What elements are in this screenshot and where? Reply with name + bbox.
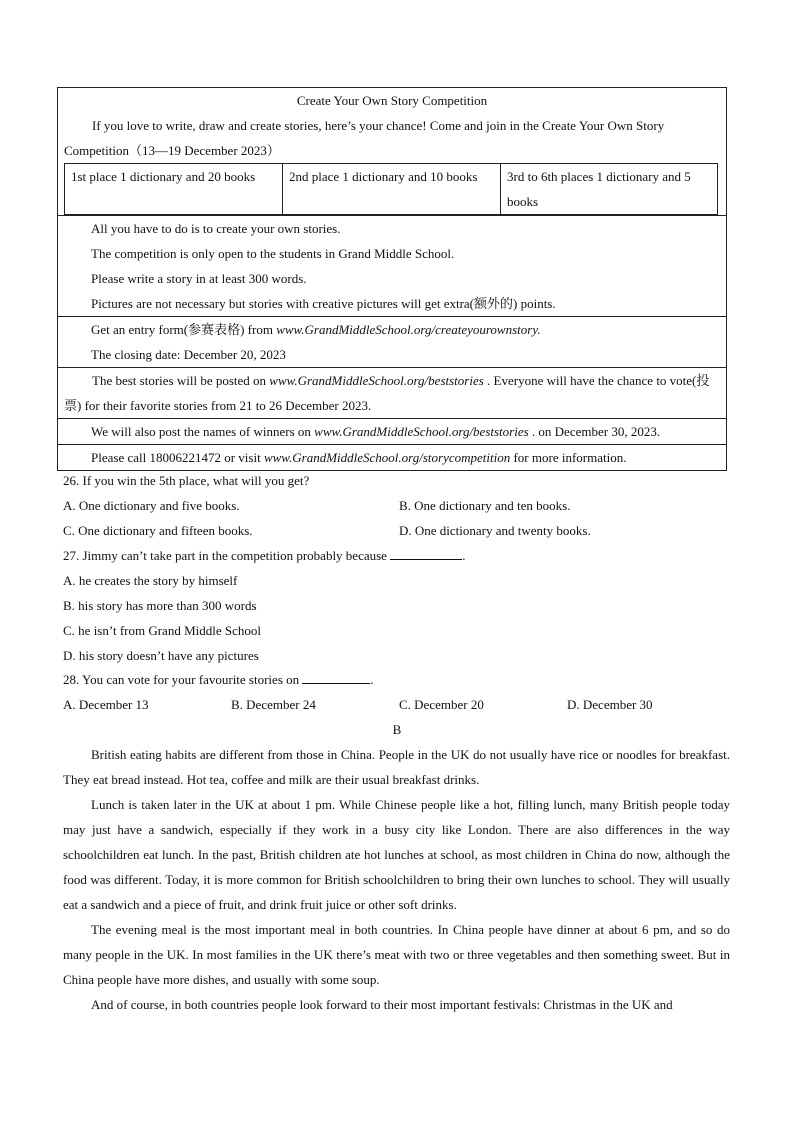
- q27-option-b[interactable]: B. his story has more than 300 words: [63, 598, 257, 613]
- passage-paragraph: And of course, in both countries people look forward to their most important festivals: Christmas in the UK and: [91, 997, 673, 1012]
- notice-intro: If you love to write, draw and create stories, here’s your chance! Come and join in the Create Your Own Story Competition（13—19 December 2023）: [64, 118, 665, 158]
- question-26-stem: 26. If you win the 5th place, what will you get?: [63, 473, 310, 488]
- winners-url: www.GrandMiddleSchool.org/beststories: [314, 424, 529, 439]
- passage-paragraph: Lunch is taken later in the UK at about 1 pm. While Chinese people like a hot, filling lunch, many British people today may just have a sandwich, especially if they work in a busy city like London. There are also differences in the way schoolchildren eat lunch. In the past, British children ate hot lunches at school, as most children in China do now, although the food was different. Today, it is more common for British schoolchildren to bring their own lunches to school. They will usually eat a sandwich and a piece of fruit, and drink fruit juice or other soft drinks.: [63, 797, 730, 912]
- best-stories-url: www.GrandMiddleSchool.org/beststories: [269, 373, 484, 388]
- entry-text: Get an entry form(参赛表格) from: [91, 322, 277, 337]
- best-stories-pre: The best stories will be posted on: [92, 373, 270, 388]
- best-stories-text: [58, 368, 726, 418]
- notice-title: Create Your Own Story Competition: [296, 93, 488, 108]
- prize-table: [64, 163, 718, 215]
- contact-text: [58, 445, 726, 470]
- rule-item: The competition is only open to the students in Grand Middle School.: [91, 246, 455, 261]
- q28-option-a[interactable]: A. December 13: [63, 697, 149, 712]
- question-28-stem: [63, 667, 733, 692]
- contact-section: [58, 444, 726, 470]
- q28-stem-end: .: [370, 672, 374, 687]
- prize-first: 1st place 1 dictionary and 20 books: [65, 164, 283, 215]
- q27-answer-blank[interactable]: [390, 545, 462, 560]
- q27-stem-text: 27. Jimmy can’t take part in the competition probably because: [63, 548, 391, 563]
- passage-paragraph: The evening meal is the most important meal in both countries. In China people have dinner at about 6 pm, and so do many people in the UK. In most families in the UK there’s meat with two or three vegetables and then something sweet. But in China people have more dishes, and usually with some soup.: [63, 922, 730, 987]
- question-27-stem: [63, 543, 733, 568]
- rules-section: [58, 215, 726, 316]
- prize-second: 2nd place 1 dictionary and 10 books: [283, 164, 501, 215]
- q28-option-b[interactable]: B. December 24: [231, 697, 316, 712]
- passage-paragraph: British eating habits are different from those in China. People in the UK do not usually have rice or noodles for breakfast. They eat bread instead. Hot tea, coffee and milk are their usual breakfast drinks.: [63, 747, 730, 787]
- entry-url: www.GrandMiddleSchool.org/createyourownstory.: [276, 322, 541, 337]
- best-stories-post: . Everyone will have the chance to vote(投票) for their favorite stories from 21 to 26 December 2023.: [64, 373, 710, 413]
- contact-pre: Please call 18006221472 or visit: [91, 450, 264, 465]
- section-b-passage: [63, 742, 730, 1017]
- competition-notice: [57, 87, 727, 471]
- rule-item: Please write a story in at least 300 words.: [91, 271, 307, 286]
- q27-option-a[interactable]: A. he creates the story by himself: [63, 573, 238, 588]
- q28-option-d[interactable]: D. December 30: [567, 697, 653, 712]
- winners-post: . on December 30, 2023.: [528, 424, 661, 439]
- winners-section: [58, 418, 726, 444]
- q26-option-c[interactable]: C. One dictionary and fifteen books.: [63, 523, 253, 538]
- entry-section: [58, 316, 726, 367]
- section-b-label: B: [392, 722, 402, 737]
- q27-stem-end: .: [462, 548, 466, 563]
- contact-post: for more information.: [510, 450, 627, 465]
- q28-stem-text: 28. You can vote for your favourite stories on: [63, 672, 303, 687]
- q28-answer-blank[interactable]: [302, 669, 370, 684]
- closing-date: The closing date: December 20, 2023: [91, 347, 286, 362]
- rule-item: Pictures are not necessary but stories with creative pictures will get extra(额外的) points.: [91, 296, 556, 311]
- winners-pre: We will also post the names of winners on: [91, 424, 315, 439]
- rule-item: All you have to do is to create your own stories.: [91, 221, 341, 236]
- best-stories-section: [58, 367, 726, 418]
- q26-option-d[interactable]: D. One dictionary and twenty books.: [399, 523, 591, 538]
- q27-option-c[interactable]: C. he isn’t from Grand Middle School: [63, 623, 261, 638]
- entry-line: [58, 317, 726, 342]
- q26-option-a[interactable]: A. One dictionary and five books.: [63, 498, 240, 513]
- contact-url: www.GrandMiddleSchool.org/storycompetition: [263, 450, 511, 465]
- q26-option-b[interactable]: B. One dictionary and ten books.: [399, 498, 571, 513]
- prize-third-to-sixth: 3rd to 6th places 1 dictionary and 5 books: [501, 164, 718, 215]
- q27-option-d[interactable]: D. his story doesn’t have any pictures: [63, 648, 259, 663]
- winners-text: [58, 419, 726, 444]
- q28-option-c[interactable]: C. December 20: [399, 697, 484, 712]
